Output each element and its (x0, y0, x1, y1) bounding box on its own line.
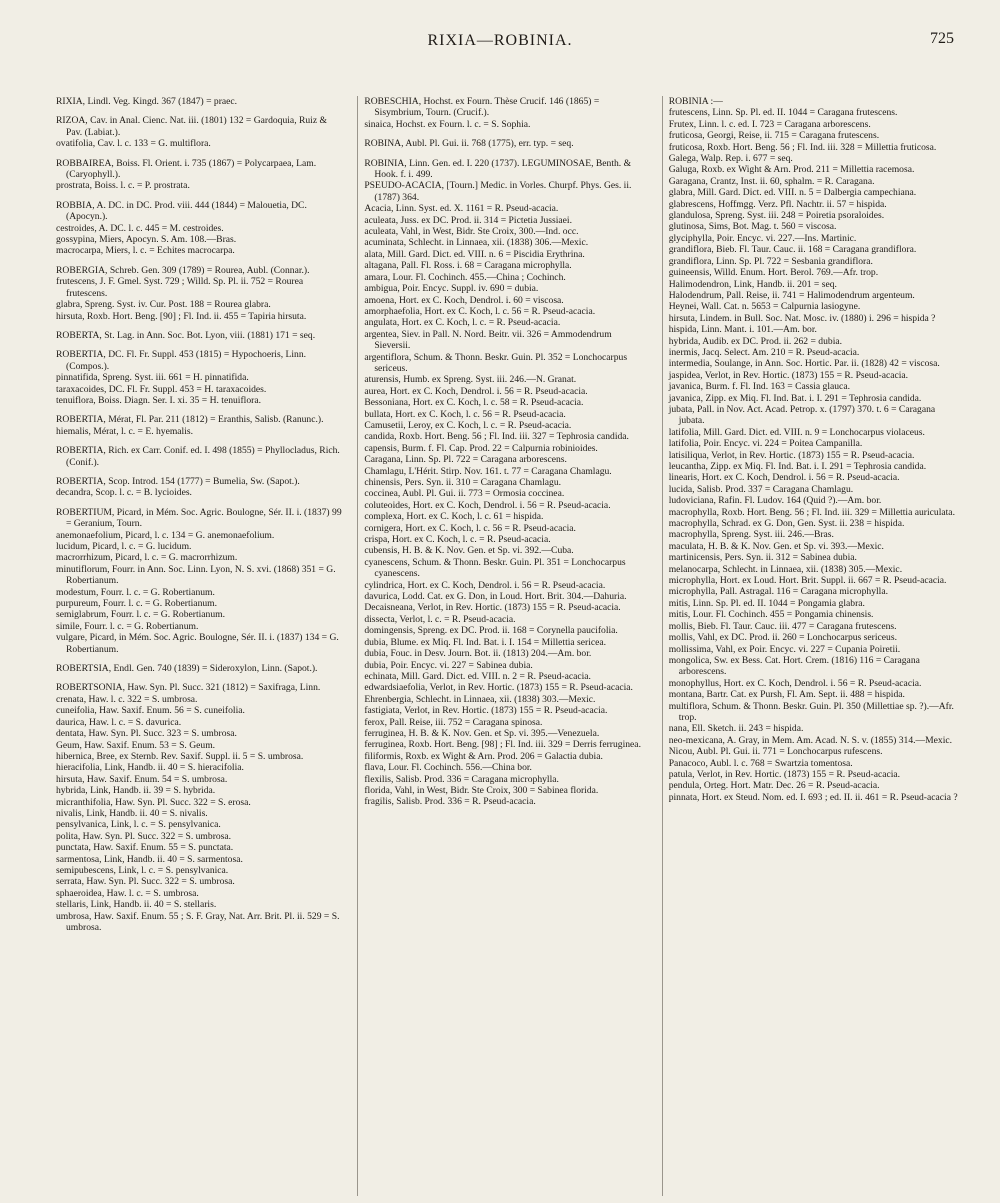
entry-subline: umbrosa, Haw. Saxif. Enum. 55 ; S. F. Gray, Nat. Arr. Brit. Pl. ii. 529 = S. umbrosa. (56, 910, 340, 933)
entry-subline: hirsuta, Lindem. in Bull. Soc. Nat. Mosc. iv. (1880) i. 296 = hispida ? (668, 312, 936, 324)
entry-subline: coccinea, Aubl. Pl. Gui. ii. 773 = Ormosia coccinea. (364, 488, 565, 500)
entry-subline: polita, Haw. Syn. Pl. Succ. 322 = S. umbrosa. (56, 830, 232, 842)
entry-subline: Acacia, Linn. Syst. ed. X. 1161 = R. Pseud-acacia. (364, 203, 559, 215)
entry-subline: Halodendrum, Pall. Reise, ii. 741 = Halimodendrum argenteum. (668, 289, 915, 301)
entry-subline: cubensis, H. B. & K. Nov. Gen. et Sp. vi. 392.—Cuba. (364, 545, 574, 557)
entry-subline: Bessoniana, Hort. ex C. Koch, l. c. 58 = R. Pseud-acacia. (364, 397, 584, 409)
entry-subline: macrophylla, Spreng. Syst. iii. 246.—Bras. (668, 529, 834, 541)
dictionary-entry (56, 507, 343, 655)
entry-subline: microphylla, Pall. Astragal. 116 = Caragana microphylla. (668, 586, 888, 598)
entry-subline: Galuga, Roxb. ex Wight & Arn. Prod. 211 = Millettia racemosa. (668, 164, 915, 176)
entry-subline: guineensis, Willd. Enum. Hort. Berol. 769.—Afr. trop. (668, 267, 879, 279)
entry-subline: macrophylla, Roxb. Hort. Beng. 56 ; Fl. Ind. iii. 329 = Millettia auriculata. (668, 506, 955, 518)
entry-subline: monophyllus, Hort. ex C. Koch, Dendrol. i. 56 = R. Pseud-acacia. (668, 677, 922, 689)
dictionary-entry (364, 158, 647, 808)
entry-subline: semiglabrum, Fourr. l. c. = G. Robertianum. (56, 609, 226, 621)
entry-heading: ROBERTIA, Rich. ex Carr. Conif. ed. I. 498 (1855) = Phyllocladus, Rich. (Conif.). (56, 445, 340, 468)
running-title: RIXIA—ROBINIA. (427, 32, 573, 49)
entry-subline: candida, Roxb. Hort. Beng. 56 ; Fl. Ind. iii. 327 = Tephrosia candida. (364, 431, 629, 443)
entry-heading: ROBBAIREA, Boiss. Fl. Orient. i. 735 (1867) = Polycarpaea, Lam. (Caryophyll.). (56, 157, 317, 181)
dictionary-entry (669, 96, 960, 803)
entry-subline: stellaris, Link, Handb. ii. 40 = S. stellaris. (56, 899, 217, 911)
entry-subline: melanocarpa, Schlecht. in Linnaea, xii. (1838) 305.—Mexic. (668, 563, 903, 575)
entry-subline: mollis, Vahl, ex DC. Prod. ii. 260 = Lonchocarpus sericeus. (668, 632, 897, 644)
entry-subline: neo-mexicana, A. Gray, in Mem. Am. Acad. N. S. v. (1855) 314.—Mexic. (668, 734, 953, 746)
entry-subline: nivalis, Link, Handb. ii. 40 = S. nivalis. (56, 807, 208, 819)
entry-subline: sphaeroidea, Haw. l. c. = S. umbrosa. (56, 887, 199, 899)
entry-subline: fruticosa, Roxb. Hort. Beng. 56 ; Fl. Ind. iii. 328 = Millettia fruticosa. (668, 141, 937, 153)
entry-subline: argentea, Siev. in Pall. N. Nord. Beitr. vii. 326 = Ammodendrum Sieversii. (364, 328, 612, 352)
entry-subline: mitis, Lour. Fl. Cochinch. 455 = Pongamia chinensis. (668, 609, 874, 621)
entry-subline: mongolica, Sw. ex Bess. Cat. Hort. Crem. (1816) 116 = Caragana arborescens. (668, 654, 920, 678)
entry-subline: amara, Lour. Fl. Cochinch. 455.—China ; Cochinch. (364, 271, 566, 283)
entry-subline: complexa, Hort. ex C. Koch, l. c. 61 = hispida. (364, 511, 544, 523)
entry-subline: amoena, Hort. ex C. Koch, Dendrol. i. 60 = viscosa. (364, 294, 564, 306)
entry-subline: ferox, Pall. Reise, iii. 752 = Caragana spinosa. (364, 716, 543, 728)
entry-subline: glabrescens, Hoffmgg. Verz. Pfl. Nachtr. ii. 57 = hispida. (668, 198, 887, 210)
entry-subline: daurica, Haw. l. c. = S. davurica. (56, 716, 182, 728)
entry-heading: ROBERTIA, Mérat, Fl. Par. 211 (1812) = Eranthis, Salisb. (Ranunc.). (56, 414, 324, 426)
dictionary-entry (56, 682, 343, 933)
entry-subline: ovatifolia, Cav. l. c. 133 = G. multiflora. (56, 138, 211, 150)
entry-subline: capensis, Burm. f. Fl. Cap. Prod. 22 = Calpurnia robinioides. (364, 442, 598, 454)
entry-subline: micranthifolia, Haw. Syn. Pl. Succ. 322 = S. erosa. (56, 796, 251, 808)
entry-subline: fruticosa, Georgi, Reise, ii. 715 = Caragana frutescens. (668, 130, 880, 142)
entry-subline: anemonaefolium, Picard, l. c. 134 = G. anemonaefolium. (56, 529, 275, 541)
entry-subline: aurea, Hort. ex C. Koch, Dendrol. i. 56 = R. Pseud-acacia. (364, 385, 588, 397)
entry-heading: ROBERTIUM, Picard, in Mém. Soc. Agric. Boulogne, Sér. II. i. (1837) 99 = Geranium, Tourn. (56, 506, 342, 530)
entry-subline: davurica, Lodd. Cat. ex G. Don, in Loud. Hort. Brit. 304.—Dahuria. (364, 591, 627, 603)
entry-subline: aturensis, Humb. ex Spreng. Syst. iii. 246.—N. Granat. (364, 374, 577, 386)
entry-subline: cornigera, Hort. ex C. Koch, l. c. 56 = R. Pseud-acacia. (364, 522, 576, 534)
dictionary-entry (56, 476, 343, 499)
entry-subline: ferruginea, Roxb. Hort. Beng. [98] ; Fl. Ind. iii. 329 = Derris ferruginea. (364, 739, 641, 751)
entry-subline: dubia, Fouc. in Desv. Journ. Bot. ii. (1813) 204.—Am. bor. (364, 648, 592, 660)
entry-subline: Nicou, Aubl. Pl. Gui. ii. 771 = Lonchocarpus rufescens. (668, 746, 883, 758)
entry-subline: montana, Bartr. Cat. ex Pursh, Fl. Am. Sept. ii. 488 = hispida. (668, 689, 905, 701)
entry-subline: pinnatifida, Spreng. Syst. iii. 661 = H. pinnatifida. (56, 372, 249, 384)
entry-subline: simile, Fourr. l. c. = G. Robertianum. (56, 620, 199, 632)
entry-subline: serrata, Haw. Syn. Pl. Succ. 322 = S. umbrosa. (56, 876, 235, 888)
entry-subline: fragilis, Salisb. Prod. 336 = R. Pseud-acacia. (364, 796, 536, 808)
entry-subline: filiformis, Roxb. ex Wight & Arn. Prod. 206 = Galactia dubia. (364, 750, 603, 762)
entry-subline: vulgare, Picard, in Mém. Soc. Agric. Boulogne, Sér. II. i. (1837) 134 = G. Robertianum. (56, 632, 339, 655)
entry-subline: hirsuta, Roxb. Hort. Beng. [90] ; Fl. Ind. ii. 455 = Tapiria hirsuta. (56, 310, 307, 322)
entry-subline: frutescens, J. F. Gmel. Syst. 729 ; Willd. Sp. Pl. ii. 752 = Rourea frutescens. (56, 276, 304, 299)
entry-subline: maculata, H. B. & K. Nov. Gen. et Sp. vi. 393.—Mexic. (668, 540, 884, 552)
entry-subline: hibernica, Bree, ex Sternb. Rev. Saxif. Suppl. ii. 5 = S. umbrosa. (56, 750, 304, 762)
entry-subline: frutescens, Linn. Sp. Pl. ed. II. 1044 = Caragana frutescens. (668, 107, 898, 119)
entry-subline: pensylvanica, Link, l. c. = S. pensylvanica. (56, 819, 221, 831)
entry-subline: grandiflora, Bieb. Fl. Taur. Cauc. ii. 168 = Caragana grandiflora. (668, 244, 917, 256)
entry-subline: latifolia, Mill. Gard. Dict. ed. VIII. n. 9 = Lonchocarpus violaceus. (668, 426, 925, 438)
column-left (56, 96, 343, 1196)
entry-subline: flava, Lour. Fl. Cochinch. 556.—China bor. (364, 762, 532, 774)
entry-subline: glutinosa, Sims, Bot. Mag. t. 560 = viscosa. (668, 221, 837, 233)
entry-subline: linearis, Hort. ex C. Koch, Dendrol. i. 56 = R. Pseud-acacia. (668, 472, 900, 484)
entry-subline: leucantha, Zipp. ex Miq. Fl. Ind. Bat. i. I. 291 = Tephrosia candida. (668, 461, 927, 472)
entry-subline: dubia, Blume. ex Miq. Fl. Ind. Bat. i. I. 154 = Millettia sericea. (364, 636, 607, 648)
entry-subline: Decaisneana, Verlot, in Rev. Hortic. (1873) 155 = R. Pseud-acacia. (364, 602, 621, 614)
entry-heading: ROBESCHIA, Hochst. ex Fourn. Thèse Crucif. 146 (1865) = Sisymbrium, Tourn. (Crucif.). (364, 96, 600, 119)
entry-subline: Heynei, Wall. Cat. n. 5653 = Calpurnia lasiogyne. (668, 301, 861, 313)
entry-subline: crenata, Haw. l. c. 322 = S. umbrosa. (56, 693, 198, 705)
entry-subline: minutiflorum, Fourr. in Ann. Soc. Linn. Lyon, N. S. xvi. (1868) 351 = G. Robertianum. (56, 563, 336, 587)
entry-subline: ferruginea, H. B. & K. Nov. Gen. et Sp. vi. 395.—Venezuela. (364, 727, 600, 739)
entry-subline: pinnata, Hort. ex Steud. Nom. ed. I. 693 ; ed. II. ii. 461 = R. Pseud-acacia ? (668, 791, 958, 803)
dictionary-entry (56, 414, 343, 437)
entry-subline: domingensis, Spreng. ex DC. Prod. ii. 168 = Corynella paucifolia. (364, 625, 618, 637)
entry-subline: taraxacoides, DC. Fl. Fr. Suppl. 453 = H. taraxacoides. (56, 383, 267, 395)
entry-heading: ROBERTSONIA, Haw. Syn. Pl. Succ. 321 (1812) = Saxifraga, Linn. (56, 682, 321, 694)
entry-subline: cuneifolia, Haw. Saxif. Enum. 56 = S. cuneifolia. (56, 705, 245, 717)
dictionary-entry (56, 330, 343, 341)
entry-subline: Panacoco, Aubl. l. c. 768 = Swartzia tomentosa. (668, 757, 853, 769)
entry-subline: macrorrhizum, Picard, l. c. = G. macrorrhizum. (56, 552, 238, 564)
entry-subline: edwardsiaefolia, Verlot, in Rev. Hortic. (1873) 155 = R. Pseud-acacia. (364, 682, 633, 694)
entry-subline: grandiflora, Linn. Sp. Pl. 722 = Sesbania grandiflora. (668, 255, 873, 267)
dictionary-entry (56, 663, 343, 674)
entry-subline: glabra, Mill. Gard. Dict. ed. VIII. n. 5 = Dalbergia campechiana. (668, 187, 917, 199)
entry-heading: RIXIA, Lindl. Veg. Kingd. 367 (1847) = praec. (56, 96, 238, 107)
entry-subline: amorphaefolia, Hort. ex C. Koch, l. c. 56 = R. Pseud-acacia. (364, 305, 596, 317)
page-number: 725 (930, 30, 954, 47)
entry-heading: ROBINIA, Linn. Gen. ed. I. 220 (1737). LEGUMINOSAE, Benth. & Hook. f. i. 499. (364, 157, 632, 181)
entry-subline: macrocarpa, Miers, l. c. = Echites macrocarpa. (56, 245, 235, 257)
entry-subline: flexilis, Salisb. Prod. 336 = Caragana microphylla. (364, 773, 559, 785)
entry-subline: hybrida, Audib. ex DC. Prod. ii. 262 = dubia. (668, 335, 843, 347)
entry-subline: lucida, Salisb. Prod. 337 = Caragana Chamlagu. (668, 483, 854, 495)
entry-subline: patula, Verlot, in Rev. Hortic. (1873) 155 = R. Pseud-acacia. (668, 768, 901, 780)
entry-subline: lucidum, Picard, l. c. = G. lucidum. (56, 541, 192, 552)
entry-subline: crispa, Hort. ex C. Koch, l. c. = R. Pseud-acacia. (364, 534, 551, 546)
entry-subline: jaspidea, Verlot, in Rev. Hortic. (1873) 155 = R. Pseud-acacia. (668, 369, 909, 381)
entry-subline: nana, Ell. Sketch. ii. 243 = hispida. (668, 723, 804, 735)
dictionary-entry (56, 115, 343, 149)
entry-heading: RIZOA, Cav. in Anal. Cienc. Nat. iii. (1801) 132 = Gardoquia, Ruiz & Pav. (Labiat.). (56, 115, 327, 138)
dictionary-entry (56, 265, 343, 322)
entry-subline: Camusetii, Leroy, ex C. Koch, l. c. = R. Pseud-acacia. (364, 419, 572, 431)
entry-subline: cylindrica, Hort. ex C. Koch, Dendrol. i. 56 = R. Pseud-acacia. (364, 579, 606, 591)
entry-subline: purpureum, Fourr. l. c. = G. Robertianum. (56, 598, 218, 610)
entry-subline: hispida, Linn. Mant. i. 101.—Am. bor. (668, 324, 817, 336)
entry-subline: microphylla, Hort. ex Loud. Hort. Brit. Suppl. ii. 667 = R. Pseud-acacia. (668, 575, 947, 587)
dictionary-entry (56, 200, 343, 257)
entry-subline: dissecta, Verlot, l. c. = R. Pseud-acacia. (364, 613, 516, 625)
entry-subline: coluteoides, Hort. ex C. Koch, Dendrol. i. 56 = R. Pseud-acacia. (364, 499, 611, 511)
entry-subline: hiemalis, Mérat, l. c. = E. hyemalis. (56, 425, 194, 437)
entry-subline: Ehrenbergia, Schlecht. in Linnaea, xii. (1838) 303.—Mexic. (364, 693, 596, 705)
dictionary-entry (56, 158, 343, 192)
entry-subline: inermis, Jacq. Select. Am. 210 = R. Pseud-acacia. (668, 346, 860, 358)
entry-subline: bullata, Hort. ex C. Koch, l. c. 56 = R. Pseud-acacia. (364, 408, 566, 420)
entry-subline: Geum, Haw. Saxif. Enum. 53 = S. Geum. (56, 739, 216, 751)
page-header (0, 30, 1000, 62)
entry-subline: sinaica, Hochst. ex Fourn. l. c. = S. Sophia. (364, 118, 531, 130)
entry-heading: ROBERGIA, Schreb. Gen. 309 (1789) = Rourea, Aubl. (Connar.). (56, 264, 310, 276)
entry-subline: dubia, Poir. Encyc. vi. 227 = Sabinea dubia. (364, 659, 533, 671)
entry-subline: javanica, Burm. f. Fl. Ind. 163 = Cassia glauca. (668, 381, 850, 393)
entry-subline: chinensis, Pers. Syn. ii. 310 = Caragana Chamlagu. (364, 477, 562, 488)
entry-heading: ROBINA, Aubl. Pl. Gui. ii. 768 (1775), err. typ. = seq. (364, 138, 574, 150)
entry-subline: florida, Vahl, in West, Bidr. Ste Croix, 300 = Sabinea florida. (364, 784, 599, 796)
dictionary-entry (56, 96, 343, 107)
entry-subline: Caragana, Linn. Sp. Pl. 722 = Caragana arborescens. (364, 454, 567, 466)
entry-subline: glyciphylla, Poir. Encyc. vi. 227.—Ins. Martinic. (668, 232, 857, 244)
entry-heading: ROBBIA, A. DC. in DC. Prod. viii. 444 (1844) = Malouetia, DC. (Apocyn.). (56, 199, 307, 223)
entry-heading: ROBINIA :— (668, 96, 723, 107)
entry-subline: prostrata, Boiss. l. c. = P. prostrata. (56, 180, 190, 192)
entry-heading: ROBERTA, St. Lag. in Ann. Soc. Bot. Lyon, viii. (1881) 171 = seq. (56, 329, 316, 341)
entry-subline: alata, Mill. Gard. Dict. ed. VIII. n. 6 = Piscidia Erythrina. (364, 248, 585, 260)
entry-subline: glandulosa, Spreng. Syst. iii. 248 = Poiretia psoraloides. (668, 210, 885, 222)
entry-subline: Chamlagu, L'Hérit. Stirp. Nov. 161. t. 77 = Caragana Chamlagu. (364, 465, 612, 477)
entry-subline: ambigua, Poir. Encyc. Suppl. iv. 690 = dubia. (364, 283, 539, 295)
entry-subline: martinicensis, Pers. Syn. ii. 312 = Sabinea dubia. (668, 552, 857, 564)
dictionary-entry (56, 349, 343, 406)
entry-subline: Frutex, Linn. l. c. ed. I. 723 = Caragana arborescens. (668, 118, 871, 130)
entry-heading: ROBERTIA, DC. Fl. Fr. Suppl. 453 (1815) = Hypochoeris, Linn. (Compos.). (56, 349, 307, 372)
entry-subline: jubata, Pall. in Nov. Act. Acad. Petrop. x. (1797) 370. t. 6 = Caragana jubata. (668, 403, 936, 427)
entry-subline: javanica, Zipp. ex Miq. Fl. Ind. Bat. i. I. 291 = Tephrosia candida. (668, 392, 922, 404)
entry-subline: hybrida, Link, Handb. ii. 39 = S. hybrida. (56, 785, 216, 797)
dictionary-entry (364, 138, 647, 149)
entry-subline: gossypina, Miers, Apocyn. S. Am. 108.—Bras. (56, 234, 237, 246)
entry-subline: aculeata, Juss. ex DC. Prod. ii. 314 = Pictetia Jussiaei. (364, 214, 572, 226)
entry-subline: modestum, Fourr. l. c. = G. Robertianum. (56, 586, 215, 598)
entry-subline: angulata, Hort. ex C. Koch, l. c. = R. Pseud-acacia. (364, 317, 561, 329)
entry-subline: acuminata, Schlecht. in Linnaea, xii. (1838) 306.—Mexic. (364, 237, 589, 249)
entry-subline: multiflora, Schum. & Thonn. Beskr. Guin. Pl. 350 (Millettiae sp. ?).—Afr. trop. (668, 700, 954, 723)
dictionary-entry (364, 96, 647, 130)
entry-subline: hieracifolia, Link, Handb. ii. 40 = S. hieracifolia. (56, 762, 244, 774)
entry-subline: mitis, Linn. Sp. Pl. ed. II. 1044 = Pongamia glabra. (668, 597, 865, 609)
entry-subline: aculeata, Vahl, in West, Bidr. Ste Croix, 300.—Ind. occ. (364, 226, 579, 238)
entry-subline: fastigiata, Verlot, in Rev. Hortic. (1873) 155 = R. Pseud-acacia. (364, 705, 608, 717)
entry-subline: intermedia, Soulange, in Ann. Soc. Hortic. Par. ii. (1828) 42 = viscosa. (668, 358, 940, 370)
entry-heading: ROBERTSIA, Endl. Gen. 740 (1839) = Sideroxylon, Linn. (Sapot.). (56, 663, 318, 675)
entry-subline: Galega, Walp. Rep. i. 677 = seq. (668, 153, 793, 165)
entry-subline: echinata, Mill. Gard. Dict. ed. VIII. n. 2 = R. Pseud-acacia. (364, 670, 591, 682)
column-right (662, 96, 960, 1196)
entry-subline: decandra, Scop. l. c. = B. lycioides. (56, 487, 192, 499)
entry-subline: glabra, Spreng. Syst. iv. Cur. Post. 188 = Rourea glabra. (56, 299, 271, 311)
column-middle (357, 96, 647, 1196)
entry-subline: ludoviciana, Rafin. Fl. Ludov. 164 (Quid ?).—Am. bor. (668, 495, 882, 507)
entry-subline: cyanescens, Schum. & Thonn. Beskr. Guin. Pl. 351 = Lonchocarpus cyanescens. (364, 556, 626, 580)
entry-subline: latifolia, Poir. Encyc. vi. 224 = Poitea Campanilla. (668, 438, 863, 450)
entry-subline: mollissima, Vahl, ex Poir. Encyc. vi. 227 = Cupania Poiretii. (668, 643, 901, 655)
entry-subline: mollis, Bieb. Fl. Taur. Cauc. iii. 477 = Caragana frutescens. (668, 620, 897, 632)
entry-subline: hirsuta, Haw. Saxif. Enum. 54 = S. umbrosa. (56, 773, 228, 785)
entry-subline: altagana, Pall. Fl. Ross. i. 68 = Caragana microphylla. (364, 260, 572, 272)
entry-subline: pendula, Orteg. Hort. Matr. Dec. 26 = R. Pseud-acacia. (668, 780, 880, 792)
entry-subline: Garagana, Crantz, Inst. ii. 60, sphalm. = R. Caragana. (668, 175, 875, 187)
entry-subline: latisiliqua, Verlot, in Rev. Hortic. (1873) 155 = R. Pseud-acacia. (668, 449, 915, 461)
entry-subline: sarmentosa, Link, Handb. ii. 40 = S. sarmentosa. (56, 853, 243, 865)
entry-subline: PSEUDO-ACACIA, [Tourn.] Medic. in Vorles. Churpf. Phys. Ges. ii. (1787) 364. (364, 180, 632, 203)
entry-heading: ROBERTIA, Scop. Introd. 154 (1777) = Bumelia, Sw. (Sapot.). (56, 475, 300, 487)
dictionary-entry (56, 445, 343, 468)
entry-subline: macrophylla, Schrad. ex G. Don, Gen. Syst. ii. 238 = hispida. (668, 518, 905, 530)
entry-subline: argentiflora, Schum. & Thonn. Beskr. Guin. Pl. 352 = Lonchocarpus sericeus. (364, 351, 628, 374)
entry-subline: tenuiflora, Boiss. Diagn. Ser. I. xi. 35 = H. tenuiflora. (56, 394, 261, 406)
entry-subline: semipubescens, Link, l. c. = S. pensylvanica. (56, 864, 229, 876)
columns (56, 96, 960, 1196)
entry-subline: punctata, Haw. Saxif. Enum. 55 = S. punctata. (56, 842, 234, 854)
entry-subline: cestroides, A. DC. l. c. 445 = M. cestroides. (56, 222, 224, 234)
entry-subline: Halimodendron, Link, Handb. ii. 201 = seq. (668, 278, 837, 290)
entry-subline: dentata, Haw. Syn. Pl. Succ. 323 = S. umbrosa. (56, 728, 237, 740)
